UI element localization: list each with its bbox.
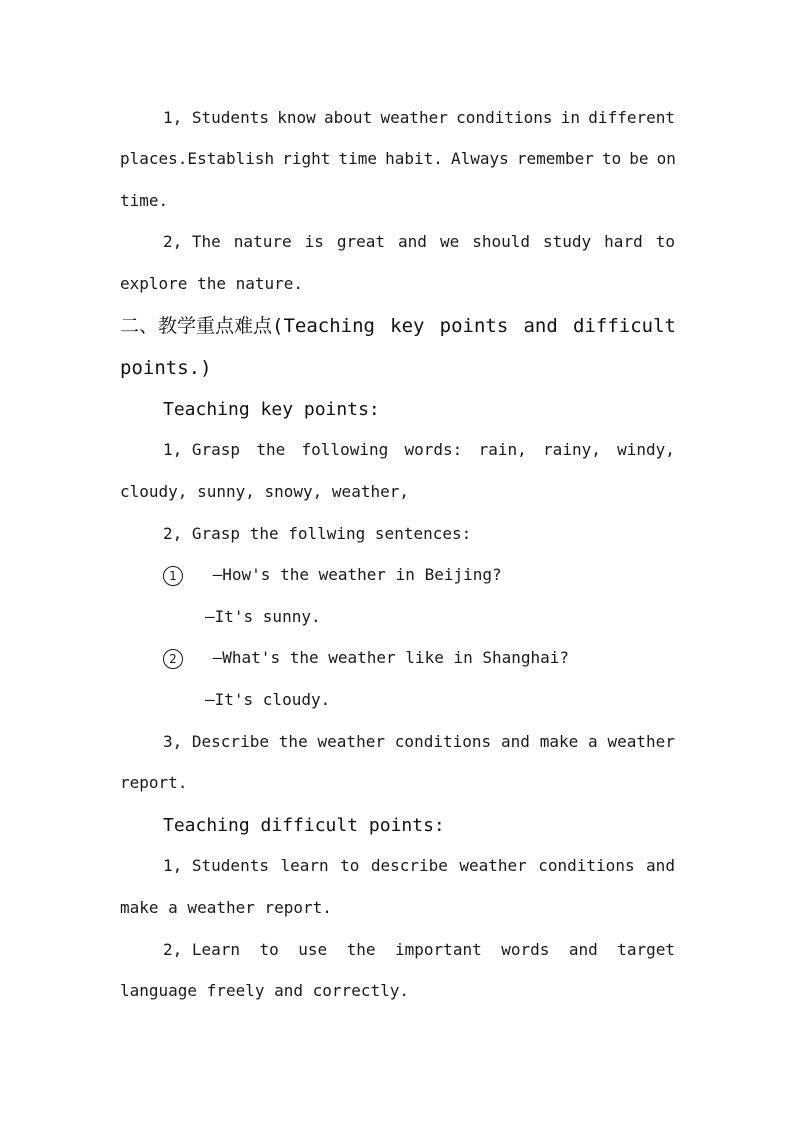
word: time xyxy=(338,149,377,168)
word: and xyxy=(398,232,427,251)
word: nature xyxy=(233,232,292,251)
word: conditions xyxy=(538,856,635,875)
dialog-2-question-line xyxy=(163,648,569,669)
objective-1-line-1 xyxy=(163,108,675,128)
dialog-2-question: —What's the weather like in Shanghai? xyxy=(212,648,570,667)
dialog-1-question: —How's the weather in Beijing? xyxy=(212,565,502,584)
word: the xyxy=(346,940,376,959)
word: 2, Learn xyxy=(163,940,241,959)
word: difficult xyxy=(573,315,676,337)
circled-number-marker: 1 xyxy=(163,566,183,586)
word: habit. xyxy=(385,149,443,168)
section-2-heading-line-1 xyxy=(120,315,676,337)
word: 1, Students xyxy=(163,108,269,127)
word: the xyxy=(278,732,308,751)
word: weather xyxy=(459,856,527,875)
dialog-2-answer: —It's cloudy. xyxy=(205,690,331,709)
word: describe xyxy=(370,856,448,875)
word: weather xyxy=(607,732,675,751)
word: and xyxy=(568,940,598,959)
word: 二、教学重点难点(Teaching xyxy=(120,315,375,337)
word: on xyxy=(656,149,676,168)
word: conditions xyxy=(394,732,492,751)
word: and xyxy=(500,732,530,751)
word: study xyxy=(543,232,592,251)
word: different xyxy=(588,108,675,127)
word: weather xyxy=(317,732,385,751)
word: to xyxy=(601,149,622,168)
difficult-point-2-line-1 xyxy=(163,940,675,960)
word: be xyxy=(629,149,649,168)
word: and xyxy=(646,856,675,875)
dialog-1-answer: —It's sunny. xyxy=(205,607,321,626)
word: 1, Students xyxy=(163,856,269,875)
word: in xyxy=(560,108,581,127)
key-point-1-line-1 xyxy=(163,440,675,460)
word: windy, xyxy=(617,440,675,459)
word: to xyxy=(340,856,360,875)
difficult-points-title: Teaching difficult points: xyxy=(163,815,445,836)
objective-1-line-2 xyxy=(120,149,676,169)
word: right xyxy=(282,149,331,168)
word: 2, The xyxy=(163,232,221,251)
key-point-1-line-2: cloudy, sunny, snowy, weather, xyxy=(120,482,409,501)
word: make xyxy=(539,732,579,751)
word: remember xyxy=(516,149,594,168)
word: rain, xyxy=(478,440,527,459)
word: know xyxy=(277,108,316,127)
word: 1, Grasp xyxy=(163,440,241,459)
word: points xyxy=(439,315,509,337)
key-point-3-line-2: report. xyxy=(120,773,188,792)
word: rainy, xyxy=(543,440,601,459)
word: important xyxy=(395,940,482,959)
word: Always xyxy=(450,149,509,168)
key-points-title: Teaching key points: xyxy=(163,399,380,420)
word: words xyxy=(501,940,550,959)
objective-2-line-1 xyxy=(163,232,675,252)
objective-2-line-2: explore the nature. xyxy=(120,274,304,293)
word: a xyxy=(588,732,598,751)
word: to xyxy=(655,232,675,251)
difficult-point-2-line-2: language freely and correctly. xyxy=(120,981,409,1000)
word: use xyxy=(298,940,328,959)
word: weather xyxy=(380,108,448,127)
word: we xyxy=(439,232,460,251)
word: conditions xyxy=(456,108,553,127)
word: key xyxy=(390,315,425,337)
word: words: xyxy=(404,440,463,459)
circled-number-marker: 2 xyxy=(163,649,183,669)
key-point-2: 2, Grasp the follwing sentences: xyxy=(163,524,472,543)
word: to xyxy=(259,940,279,959)
word: following xyxy=(301,440,389,459)
word: is xyxy=(304,232,324,251)
word: about xyxy=(324,108,373,127)
word: target xyxy=(617,940,675,959)
word: great xyxy=(336,232,386,251)
word: learn xyxy=(280,856,329,875)
word: the xyxy=(256,440,286,459)
word: places.Establish xyxy=(120,149,275,168)
difficult-point-1-line-2: make a weather report. xyxy=(120,898,332,917)
word: 3, Describe xyxy=(163,732,269,751)
section-2-heading-line-2: points.) xyxy=(120,357,212,379)
dialog-1-question-line xyxy=(163,565,502,586)
word: and xyxy=(523,315,558,337)
objective-1-line-3: time. xyxy=(120,191,169,210)
word: hard xyxy=(604,232,643,251)
difficult-point-1-line-1 xyxy=(163,856,675,876)
word: should xyxy=(472,232,530,251)
key-point-3-line-1 xyxy=(163,732,675,752)
